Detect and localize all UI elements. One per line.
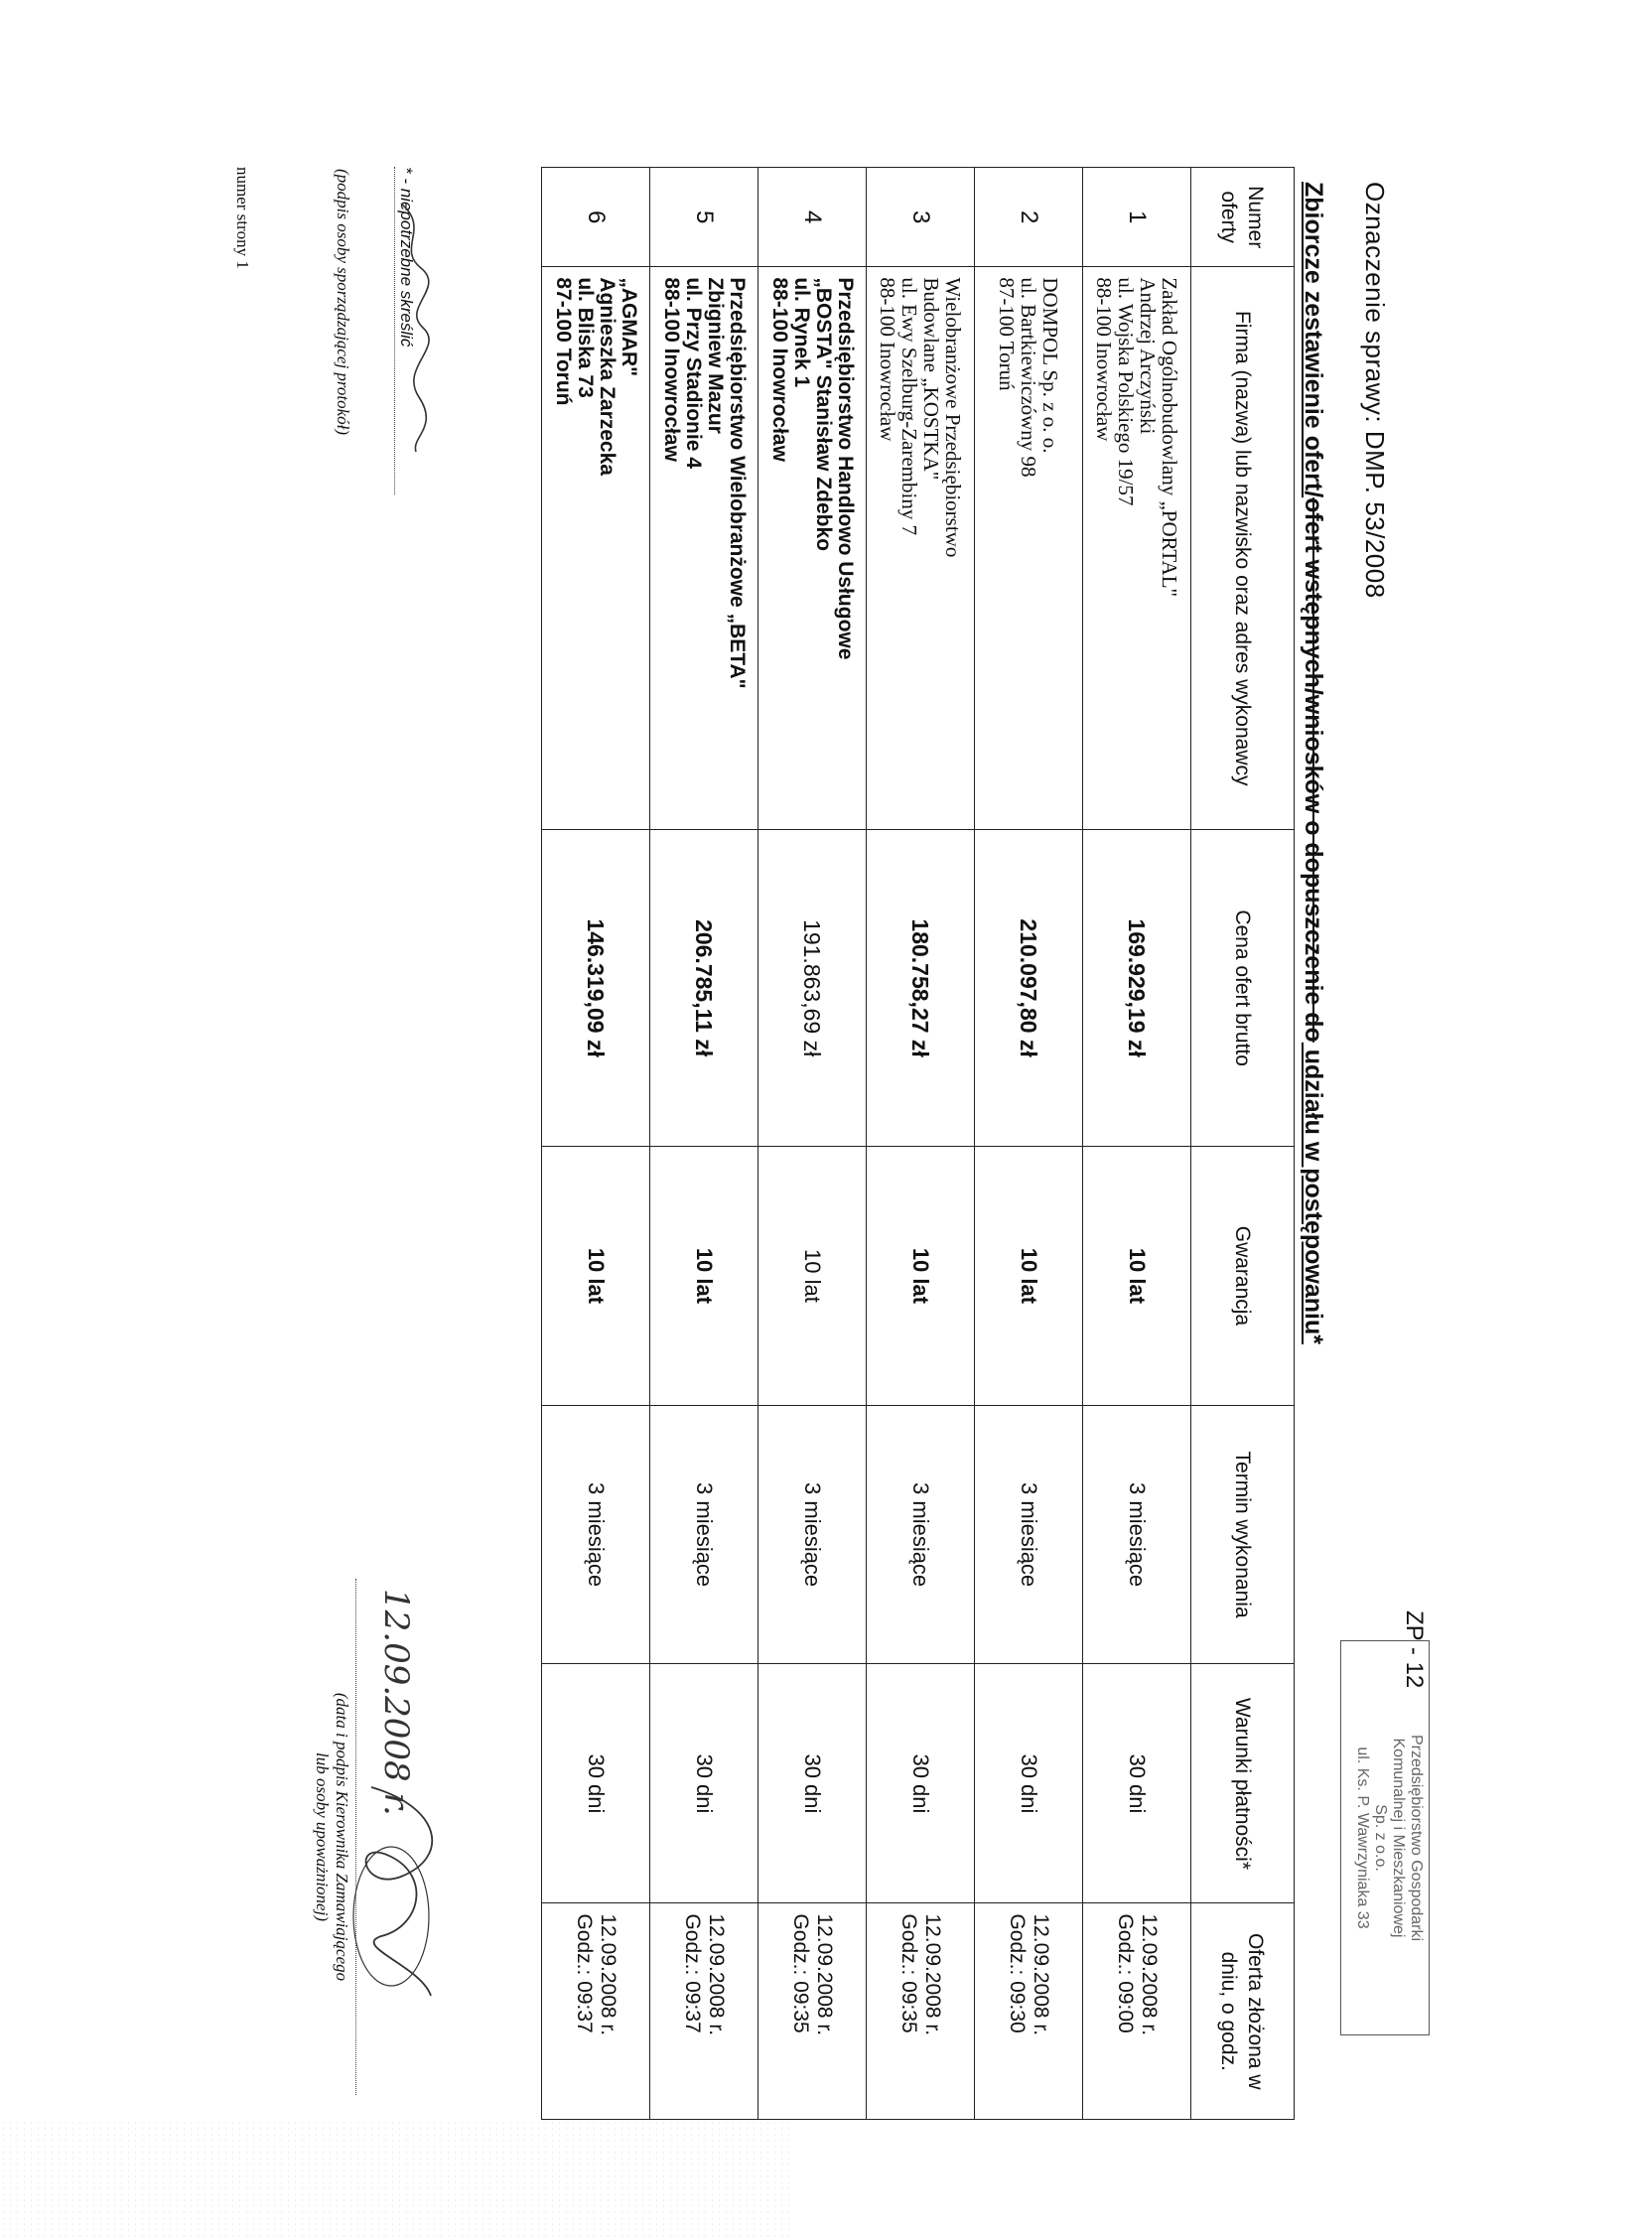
firm-line: ul. Przy Stadionie 4 [682, 277, 705, 469]
table-row [867, 168, 975, 2120]
submitted-cell [758, 1903, 867, 2120]
price-cell: 206.785,11 zł [650, 830, 758, 1147]
firm-cell [542, 267, 650, 830]
firm-cell [650, 267, 758, 830]
table-row [650, 168, 758, 2120]
firm-line: Wielobranżowe Przedsiębiorstwo [941, 277, 965, 558]
payment-cell: 30 dni [1083, 1664, 1191, 1903]
submitted-cell [867, 1903, 975, 2120]
title-part-1: Zbiorcze zestawienie ofert/ [1300, 182, 1327, 498]
offers-table [541, 167, 1295, 2120]
company-stamp [1340, 1640, 1430, 2035]
right-signature-scribble [342, 1767, 461, 2026]
table-row [975, 168, 1083, 2120]
case-reference: Oznaczenie sprawy: DMP. 53/2008 [1360, 182, 1390, 599]
submitted-time: Godz.: 09:37 [681, 1913, 704, 2033]
firm-line: Zbigniew Mazur [704, 277, 727, 434]
firm-line: ul. Rynek 1 [790, 277, 813, 388]
table-row [1083, 168, 1191, 2120]
offer-number: 4 [758, 168, 867, 267]
firm-line: 88-100 Inowrocław [660, 277, 683, 462]
firm-line: ul. Bartkiewiczówny 98 [1017, 277, 1040, 478]
title-part-2: udziału w postępowaniu* [1300, 1042, 1327, 1344]
offer-number: 2 [975, 168, 1083, 267]
payment-cell: 30 dni [758, 1664, 867, 1903]
submitted-date: 12.09.2008 r. [1138, 1913, 1161, 2036]
term-cell: 3 miesiące [867, 1405, 975, 1664]
firm-line: „AGMAR" [618, 277, 640, 377]
submitted-time: Godz.: 09:00 [1114, 1913, 1137, 2033]
firm-line: Agnieszka Zarzecka [596, 277, 619, 476]
offer-number: 6 [542, 168, 650, 267]
offer-number: 5 [650, 168, 758, 267]
price-cell: 169.929,19 zł [1083, 830, 1191, 1147]
submitted-date: 12.09.2008 r. [813, 1913, 836, 2036]
term-cell: 3 miesiące [758, 1405, 867, 1664]
document-title [1299, 182, 1327, 1344]
page-number: numer strony 1 [233, 167, 252, 269]
submitted-cell [650, 1903, 758, 2120]
header-offer-number: Numer oferty [1191, 168, 1295, 267]
right-caption-line-1: (data i podpis Kierownika Zamawiającego [333, 1692, 351, 1982]
header-price: Cena ofert brutto [1191, 830, 1295, 1147]
table-row [758, 168, 867, 2120]
stamp-line: Komunalnej i Mieszkaniowej [1390, 1738, 1407, 1938]
table-row [542, 168, 650, 2120]
stamp-line: Sp. z o.o. [1372, 1804, 1389, 1872]
header-warranty: Gwarancja [1191, 1147, 1295, 1406]
submitted-cell [542, 1903, 650, 2120]
firm-line: ul. Wojska Polskiego 19/57 [1114, 277, 1138, 506]
header-payment: Warunki płatności* [1191, 1664, 1295, 1903]
firm-line: Przedsiębiorstwo Handlowo Usługowe [834, 277, 857, 660]
price-cell: 191.863,69 zł [758, 830, 867, 1147]
header-term: Termin wykonania [1191, 1405, 1295, 1664]
payment-cell: 30 dni [650, 1664, 758, 1903]
warranty-cell: 10 lat [1083, 1147, 1191, 1406]
firm-line: Andrzej Arczyński [1136, 277, 1160, 435]
warranty-cell: 10 lat [867, 1147, 975, 1406]
form-code: ZP - 12 [1401, 1610, 1428, 1689]
price-cell: 146.319,09 zł [542, 830, 650, 1147]
term-cell: 3 miesiące [1083, 1405, 1191, 1664]
submitted-date: 12.09.2008 r. [597, 1913, 620, 2036]
term-cell: 3 miesiące [542, 1405, 650, 1664]
table-header-row [1191, 168, 1295, 2120]
payment-cell: 30 dni [867, 1664, 975, 1903]
firm-line: ul. Ewy Szelburg-Zarembiny 7 [897, 277, 921, 536]
firm-line: DOMPOL Sp. z o. o. [1038, 277, 1062, 454]
right-signature-caption [312, 1579, 351, 2095]
submitted-date: 12.09.2008 r. [921, 1913, 944, 2036]
submitted-date: 12.09.2008 r. [705, 1913, 728, 2036]
warranty-cell: 10 lat [650, 1147, 758, 1406]
warranty-cell: 10 lat [758, 1147, 867, 1406]
submitted-cell [975, 1903, 1083, 2120]
firm-line: Zakład Ogólnobudowlany „PORTAL" [1158, 277, 1181, 598]
firm-line: Przedsiębiorstwo Wielobranżowe „BETA" [726, 277, 749, 689]
price-cell: 210.097,80 zł [975, 830, 1083, 1147]
price-cell: 180.758,27 zł [867, 830, 975, 1147]
firm-line: 87-100 Toruń [552, 277, 575, 406]
header-submitted: Oferta złożona w dniu, o godz. [1191, 1903, 1295, 2120]
payment-cell: 30 dni [542, 1664, 650, 1903]
firm-line: 88-100 Inowrocław [876, 277, 899, 442]
left-signature-scribble [386, 199, 441, 457]
firm-line: Budowlane „KOSTKA" [919, 277, 943, 481]
submitted-time: Godz.: 09:37 [573, 1913, 596, 2033]
footnote: * - niepotrzebne skreślić [397, 167, 416, 348]
term-cell: 3 miesiące [650, 1405, 758, 1664]
firm-cell [975, 267, 1083, 830]
left-signature-caption: (podpis osoby sporządzającej protokół) [334, 169, 352, 436]
warranty-cell: 10 lat [975, 1147, 1083, 1406]
stamp-line: Przedsiębiorstwo Gospodarki [1408, 1734, 1425, 1942]
right-signature-line [355, 1579, 356, 2095]
header-firm: Firma (nazwa) lub nazwisko oraz adres wykonawcy [1191, 267, 1295, 830]
firm-cell [1083, 267, 1191, 830]
offer-number: 3 [867, 168, 975, 267]
payment-cell: 30 dni [975, 1664, 1083, 1903]
firm-line: „BOSTA" Stanisław Zdebko [812, 277, 835, 551]
term-cell: 3 miesiące [975, 1405, 1083, 1664]
firm-line: 88-100 Inowrocław [768, 277, 791, 462]
offer-number: 1 [1083, 168, 1191, 267]
firm-cell [758, 267, 867, 830]
right-caption-line-2: lub osoby upoważnionej) [313, 1752, 332, 1921]
title-struck-part: ofert wstępnych/wniosków o dopuszczenie do [1300, 497, 1327, 1043]
firm-line: ul. Bliska 73 [574, 277, 597, 398]
submitted-time: Godz.: 09:35 [897, 1913, 920, 2033]
firm-cell [867, 267, 975, 830]
handwritten-date: 12.09.2008 r. [376, 1589, 416, 1816]
firm-line: 88-100 Inowrocław [1092, 277, 1116, 442]
submitted-cell [1083, 1903, 1191, 2120]
warranty-cell: 10 lat [542, 1147, 650, 1406]
submitted-time: Godz.: 09:30 [1006, 1913, 1029, 2033]
submitted-time: Godz.: 09:35 [789, 1913, 812, 2033]
stamp-line: ul. Ks. P. Wawrzyniaka 33 [1354, 1747, 1371, 1929]
firm-line: 87-100 Toruń [995, 277, 1019, 391]
submitted-date: 12.09.2008 r. [1030, 1913, 1052, 2036]
